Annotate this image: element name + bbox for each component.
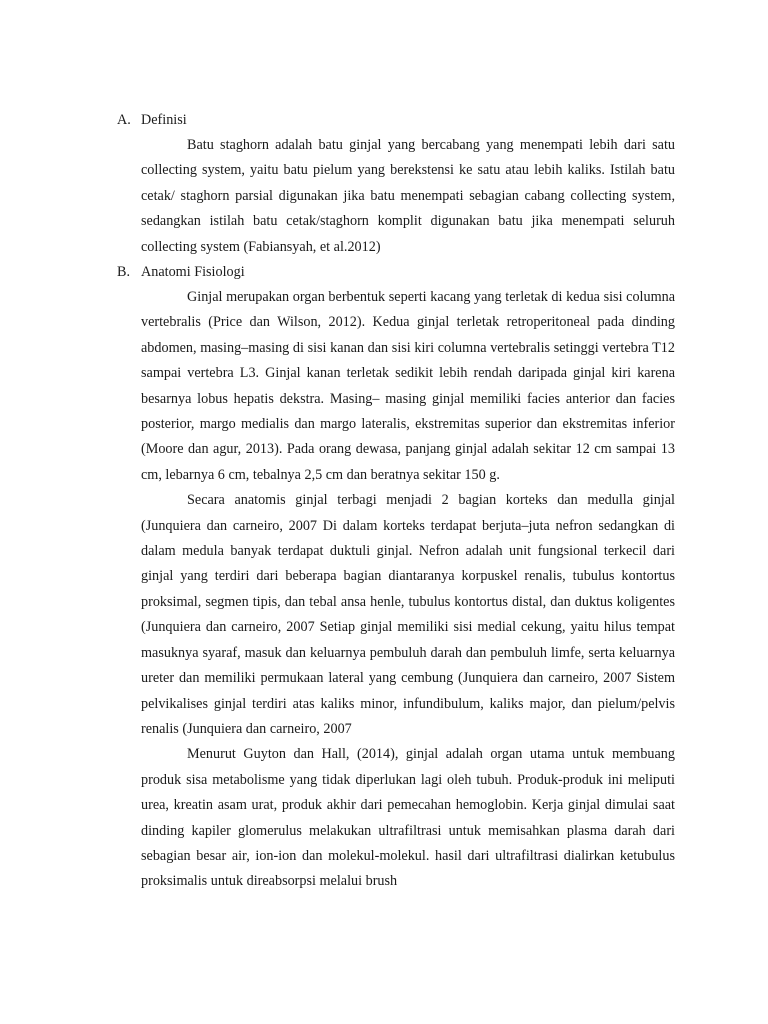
section-anatomi-fisiologi bbox=[117, 260, 675, 895]
paragraph: Secara anatomis ginjal terbagi menjadi 2 bagian korteks dan medulla ginjal (Junquiera dan carneiro, 2007 Di dalam korteks terdapat berjuta–juta nefron sedangkan di dalam medula banyak terdapat duktuli ginjal. Nefron adalah unit fungsional terkecil dari ginjal yang terdiri dari beberapa bagian diantaranya korpuskel renalis, tubulus kontortus proksimal, segmen tipis, dan tebal ansa henle, tubulus kontortus distal, dan duktus koligentes (Junquiera dan carneiro, 2007 Setiap ginjal memiliki sisi medial cekung, yaitu hilus tempat masuknya syaraf, masuk dan keluarnya pembuluh darah dan pembuluh limfe, serta keluarnya ureter dan memiliki permukaan lateral yang cembung (Junquiera dan carneiro, 2007 Sistem pelvikalises ginjal terdiri atas kaliks minor, infundibulum, kaliks major, dan pielum/pelvis renalis (Junquiera dan carneiro, 2007 bbox=[141, 492, 675, 737]
section-heading bbox=[117, 108, 675, 133]
section-letter: A. bbox=[117, 112, 131, 128]
section-title: Anatomi Fisiologi bbox=[141, 264, 245, 280]
paragraph: Menurut Guyton dan Hall, (2014), ginjal adalah organ utama untuk membuang produk sisa metabolisme yang tidak diperlukan lagi oleh tubuh. Produk-produk ini meliputi urea, kreatin asam urat, produk akhir dari pemecahan hemoglobin. Kerja ginjal dimulai saat dinding kapiler glomerulus melakukan ultrafiltrasi untuk memisahkan plasma darah dari sebagian besar air, ion-ion dan molekul-molekul. hasil dari ultrafiltrasi dialirkan ketubulus proksimalis untuk direabsorpsi melalui brush bbox=[141, 746, 675, 890]
section-heading bbox=[117, 260, 675, 285]
paragraph: Batu staghorn adalah batu ginjal yang bercabang yang menempati lebih dari satu collecting system, yaitu batu pielum yang berekstensi ke satu atau lebih kaliks. Istilah batu cetak/ staghorn parsial digunakan jika batu menempati sebagian cabang collecting system, sedangkan istilah batu cetak/staghorn komplit digunakan batu jika menempati seluruh collecting system (Fabiansyah, et al.2012) bbox=[141, 137, 675, 255]
section-title: Definisi bbox=[141, 112, 187, 128]
section-definisi bbox=[117, 108, 675, 260]
section-letter: B. bbox=[117, 264, 131, 280]
paragraph: Ginjal merupakan organ berbentuk seperti kacang yang terletak di kedua sisi columna vertebralis (Price dan Wilson, 2012). Kedua ginjal terletak retroperitoneal pada dinding abdomen, masing–masing di sisi kanan dan sisi kiri columna vertebralis setinggi vertebra T12 sampai vertebra L3. Ginjal kanan terletak sedikit lebih rendah daripada ginjal kiri karena besarnya lobus hepatis dekstra. Masing– masing ginjal memiliki facies anterior dan facies posterior, margo medialis dan margo lateralis, ekstremitas superior dan ekstremitas inferior (Moore dan agur, 2013). Pada orang dewasa, panjang ginjal adalah sekitar 12 cm sampai 13 cm, lebarnya 6 cm, tebalnya 2,5 cm dan beratnya sekitar 150 g. bbox=[141, 289, 675, 483]
